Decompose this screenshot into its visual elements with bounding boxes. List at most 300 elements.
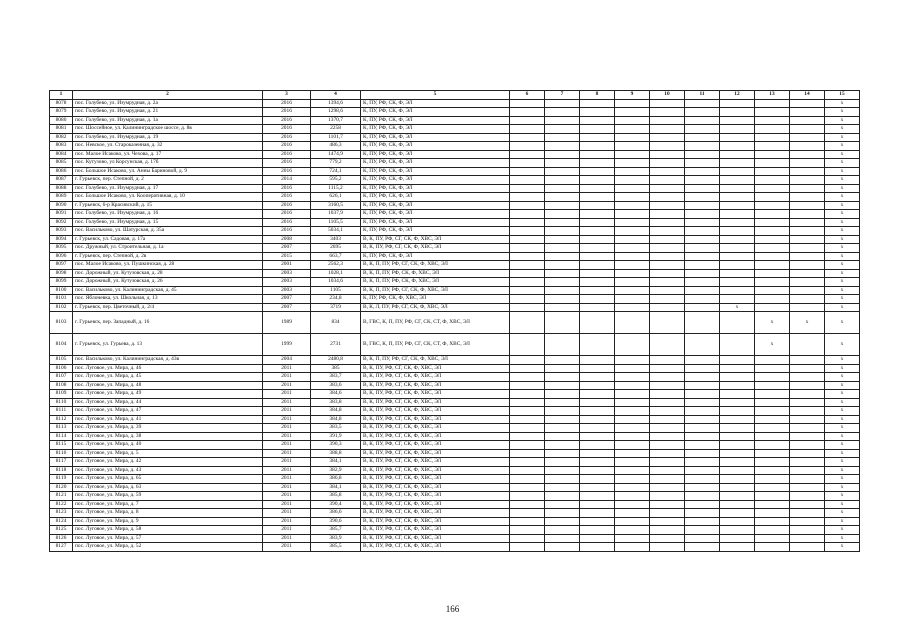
table-cell: 385,8 [311, 492, 361, 501]
table-cell [650, 483, 685, 492]
table-cell: В, К, ПУ, РФ, СГ, СК, Ф, ХВС, ЭЛ [361, 475, 510, 484]
table-cell [720, 252, 755, 261]
table-cell: 391,9 [311, 432, 361, 441]
table-cell [790, 193, 825, 202]
table-cell [755, 475, 790, 484]
table-cell [755, 381, 790, 390]
table-cell: x [825, 415, 860, 424]
table-cell [510, 483, 545, 492]
table-cell [720, 364, 755, 373]
table-cell: 2011 [263, 407, 311, 416]
table-cell [615, 295, 650, 304]
table-cell [510, 534, 545, 543]
table-cell [790, 543, 825, 552]
table-cell: В, ГВС, К, П, ПУ, РФ, СГ, СК, СТ, Ф, ХВС, ЭЛ [361, 334, 510, 356]
table-row [50, 312, 860, 334]
table-cell: г. Гурьевск, пер. Западный, д. 16 [73, 312, 263, 334]
table-row [50, 133, 860, 142]
table-cell [650, 244, 685, 253]
table-cell [545, 108, 580, 117]
table-cell: пос. Луговое, ул. Мира, д. 49 [73, 390, 263, 399]
table-cell: 2003 [263, 269, 311, 278]
table-cell [755, 509, 790, 518]
table-cell: В, К, ПУ, РФ, СГ, СК, Ф, ХВС, ЭЛ [361, 407, 510, 416]
table-cell [790, 517, 825, 526]
table-cell [650, 534, 685, 543]
table-cell: x [825, 108, 860, 117]
table-cell: 390,3 [311, 441, 361, 450]
table-cell [685, 142, 720, 151]
page-number: 166 [445, 604, 460, 614]
table-cell [685, 509, 720, 518]
table-cell: 8097 [50, 261, 73, 270]
table-cell: 1394,6 [311, 99, 361, 108]
table-cell: 8117 [50, 458, 73, 467]
table-cell: К, ПУ, РФ, СК, Ф, ЭЛ [361, 227, 510, 236]
table-cell [615, 150, 650, 159]
header-cell: 1 [50, 91, 73, 100]
table-row [50, 334, 860, 356]
table-cell [685, 295, 720, 304]
table-row [50, 116, 860, 125]
table-cell: пос. Дорожный, ул. Кутузовская, д. 26 [73, 278, 263, 287]
table-cell: пос. Луговое, ул. Мира, д. 42 [73, 458, 263, 467]
table-cell [790, 108, 825, 117]
table-cell [790, 210, 825, 219]
table-cell [650, 390, 685, 399]
table-cell [755, 210, 790, 219]
table-cell: 2011 [263, 441, 311, 450]
table-cell [615, 269, 650, 278]
table-cell [720, 201, 755, 210]
table-cell [720, 441, 755, 450]
table-cell [720, 244, 755, 253]
table-cell: x [825, 235, 860, 244]
table-cell: x [825, 227, 860, 236]
table-cell [580, 356, 615, 365]
table-cell [580, 269, 615, 278]
table-cell [545, 312, 580, 334]
table-cell: 2480,8 [311, 356, 361, 365]
table-cell [510, 415, 545, 424]
table-cell [615, 534, 650, 543]
table-cell: 2016 [263, 167, 311, 176]
header-row [50, 91, 860, 100]
table-cell: К, ПУ, РФ, СК, Ф, ЭЛ [361, 142, 510, 151]
table-cell [650, 441, 685, 450]
table-cell [580, 312, 615, 334]
table-cell: пос. Голубево, ул. Изумрудная, д. 1а [73, 116, 263, 125]
table-cell: 385,7 [311, 526, 361, 535]
table-cell: В, К, ПУ, РФ, СГ, СК, Ф, ХВС, ЭЛ [361, 492, 510, 501]
table-cell: пос. Луговое, ул. Мира, д. 41 [73, 415, 263, 424]
table-cell [650, 252, 685, 261]
table-cell: x [825, 286, 860, 295]
table-cell [545, 125, 580, 134]
table-cell [755, 373, 790, 382]
table-cell: В, К, ПУ, РФ, СГ, СК, Ф, ХВС, ЭЛ [361, 543, 510, 552]
table-cell: 2011 [263, 381, 311, 390]
table-row [50, 108, 860, 117]
table-cell: В, К, ПУ, РФ, СГ, СК, Ф, ХВС, ЭЛ [361, 441, 510, 450]
table-cell: x [825, 252, 860, 261]
table-cell: 383,5 [311, 424, 361, 433]
table-cell: 8103 [50, 312, 73, 334]
table-cell: 8082 [50, 133, 73, 142]
table-cell [580, 193, 615, 202]
table-cell [510, 150, 545, 159]
table-cell: 2011 [263, 526, 311, 535]
table-cell: x [825, 458, 860, 467]
table-cell: 2003 [263, 286, 311, 295]
table-cell [755, 500, 790, 509]
table-cell [720, 398, 755, 407]
table-cell [720, 312, 755, 334]
table-cell: К, ПУ, РФ, СК, Ф, ЭЛ [361, 108, 510, 117]
table-cell [510, 458, 545, 467]
table-cell [720, 176, 755, 185]
table-row [50, 356, 860, 365]
table-cell [545, 492, 580, 501]
table-cell: пос. Луговое, ул. Мира, д. 47 [73, 407, 263, 416]
table-cell [545, 244, 580, 253]
table-cell: 383,8 [311, 398, 361, 407]
table-cell [615, 509, 650, 518]
table-cell [650, 218, 685, 227]
table-cell: 383,6 [311, 381, 361, 390]
table-cell [685, 312, 720, 334]
table-cell [650, 458, 685, 467]
table-cell [650, 108, 685, 117]
table-cell: 1034,6 [311, 278, 361, 287]
table-cell: 384,8 [311, 415, 361, 424]
table-cell: 8125 [50, 526, 73, 535]
table-cell [510, 517, 545, 526]
table-cell [755, 364, 790, 373]
table-cell: 5034,1 [311, 227, 361, 236]
table-cell: x [825, 441, 860, 450]
table-cell: 8109 [50, 390, 73, 399]
table-cell: В, К, ПУ, РФ, СГ, СК, Ф, ХВС, ЭЛ [361, 235, 510, 244]
table-row [50, 269, 860, 278]
table-row [50, 142, 860, 151]
table-cell: 1101,7 [311, 133, 361, 142]
table-cell [720, 334, 755, 356]
table-cell [685, 269, 720, 278]
table-cell [580, 390, 615, 399]
table-cell: В, К, ПУ, РФ, СГ, СК, Ф, ХВС, ЭЛ [361, 458, 510, 467]
table-cell [790, 142, 825, 151]
table-cell [650, 407, 685, 416]
table-cell: пос. Голубево, ул. Изумрудная, д. 15 [73, 218, 263, 227]
table-cell: 1105 [311, 286, 361, 295]
table-cell [615, 373, 650, 382]
table-cell [790, 244, 825, 253]
table-cell [755, 142, 790, 151]
table-cell [685, 466, 720, 475]
table-cell [510, 99, 545, 108]
table-cell: 2016 [263, 125, 311, 134]
table-cell: 390,6 [311, 517, 361, 526]
table-cell: пос. Луговое, ул. Мира, д. 9 [73, 517, 263, 526]
table-cell: пос. Васильково, ул. Калининградская, д. 45 [73, 286, 263, 295]
table-row [50, 458, 860, 467]
table-cell [720, 167, 755, 176]
table-cell: 2001 [263, 261, 311, 270]
table-cell: 2016 [263, 116, 311, 125]
table-cell [790, 407, 825, 416]
table-row [50, 407, 860, 416]
table-cell: x [825, 278, 860, 287]
table-cell: 8118 [50, 466, 73, 475]
table-cell [755, 252, 790, 261]
table-cell [720, 133, 755, 142]
table-cell: г. Гурьевск, пер. Степной, д. 2 [73, 176, 263, 185]
table-cell: 2011 [263, 492, 311, 501]
table-cell [545, 458, 580, 467]
table-row [50, 517, 860, 526]
table-cell: x [825, 534, 860, 543]
table-cell: г. Гурьевск, пер. Степной, д. 2в [73, 252, 263, 261]
header-cell: 4 [311, 91, 361, 100]
table-cell: 384,8 [311, 407, 361, 416]
table-cell [510, 364, 545, 373]
table-cell [615, 252, 650, 261]
table-cell [580, 526, 615, 535]
table-cell [720, 295, 755, 304]
table-row [50, 526, 860, 535]
table-cell [545, 227, 580, 236]
table-cell [650, 261, 685, 270]
table-cell [580, 449, 615, 458]
table-cell [615, 390, 650, 399]
table-cell [580, 415, 615, 424]
table-row [50, 441, 860, 450]
table-cell: 2011 [263, 424, 311, 433]
table-cell [580, 407, 615, 416]
table-cell: 8090 [50, 201, 73, 210]
table-cell [545, 398, 580, 407]
table-cell [615, 432, 650, 441]
table-cell [685, 176, 720, 185]
table-cell [580, 227, 615, 236]
table-cell [650, 150, 685, 159]
table-cell [755, 449, 790, 458]
table-cell [755, 218, 790, 227]
table-cell: пос. Луговое, ул. Мира, д. 52 [73, 543, 263, 552]
table-cell [755, 432, 790, 441]
table-cell: 2695 [311, 244, 361, 253]
table-cell [615, 184, 650, 193]
table-cell [580, 441, 615, 450]
table-cell: 384,1 [311, 483, 361, 492]
table-cell: x [825, 193, 860, 202]
table-cell [685, 543, 720, 552]
table-cell: 3403 [311, 235, 361, 244]
table-cell: пос. Шоссейное, ул. Калининградское шоссе, д. 8в [73, 125, 263, 134]
table-row [50, 534, 860, 543]
table-cell [650, 492, 685, 501]
table-cell: пос. Луговое, ул. Мира, д. 40 [73, 441, 263, 450]
table-cell [790, 483, 825, 492]
table-cell [615, 543, 650, 552]
table-cell [755, 492, 790, 501]
table-cell [650, 176, 685, 185]
table-cell [580, 235, 615, 244]
table-cell [650, 449, 685, 458]
table-cell [510, 159, 545, 168]
table-cell [685, 458, 720, 467]
table-cell: x [825, 142, 860, 151]
table-cell: пос. Луговое, ул. Мира, д. 46 [73, 364, 263, 373]
table-cell: г. Гурьевск, ул. Садовая, д. 17а [73, 235, 263, 244]
table-cell: К, ПУ, РФ, СК, Ф, ЭЛ [361, 252, 510, 261]
table-cell [545, 252, 580, 261]
table-cell: пос. Луговое, ул. Мира, д. 57 [73, 534, 263, 543]
table-cell: 834 [311, 312, 361, 334]
table-cell [720, 286, 755, 295]
table-cell: В, К, П, ПУ, РФ, СК, Ф, ХВС, ЭЛ [361, 278, 510, 287]
table-row [50, 286, 860, 295]
table-cell [685, 159, 720, 168]
table-cell [615, 125, 650, 134]
table-cell [580, 218, 615, 227]
table-cell [685, 303, 720, 312]
table-cell: 2016 [263, 133, 311, 142]
table-cell [580, 364, 615, 373]
table-cell [615, 167, 650, 176]
table-cell [615, 286, 650, 295]
table-cell: К, ПУ, РФ, СК, Ф, ЭЛ [361, 125, 510, 134]
table-cell [580, 99, 615, 108]
table-cell [510, 193, 545, 202]
table-row [50, 295, 860, 304]
table-cell: 385,5 [311, 543, 361, 552]
table-cell: 724,1 [311, 167, 361, 176]
table-cell [755, 116, 790, 125]
table-cell [755, 356, 790, 365]
table-cell [510, 142, 545, 151]
table-cell [615, 201, 650, 210]
table-cell [615, 415, 650, 424]
table-cell [790, 534, 825, 543]
table-cell [685, 286, 720, 295]
table-cell [545, 99, 580, 108]
header-cell: 8 [580, 91, 615, 100]
table-cell [580, 398, 615, 407]
table-cell [650, 398, 685, 407]
table-cell: 390,4 [311, 500, 361, 509]
table-cell [510, 373, 545, 382]
table-cell [650, 517, 685, 526]
table-cell: x [825, 176, 860, 185]
table-cell: x [825, 116, 860, 125]
table-cell [615, 466, 650, 475]
table-cell: пос. Малое Исаково, ул. Пушкинская, д. 28 [73, 261, 263, 270]
table-cell [510, 303, 545, 312]
table-cell [580, 167, 615, 176]
table-cell [685, 252, 720, 261]
table-cell [755, 150, 790, 159]
table-cell: x [825, 150, 860, 159]
table-cell: 234,8 [311, 295, 361, 304]
table-cell [615, 526, 650, 535]
header-cell: 6 [510, 91, 545, 100]
table-cell: К, ПУ, РФ, СК, Ф, ЭЛ [361, 210, 510, 219]
table-cell [685, 244, 720, 253]
table-cell: x [825, 244, 860, 253]
table-cell: г. Гурьевск, 6-р Красивский, д. 15 [73, 201, 263, 210]
table-cell [545, 356, 580, 365]
table-cell: x [825, 364, 860, 373]
table-cell [510, 500, 545, 509]
table-cell [615, 356, 650, 365]
header-cell: 11 [685, 91, 720, 100]
table-cell [685, 356, 720, 365]
table-cell [545, 407, 580, 416]
table-cell: 8111 [50, 407, 73, 416]
table-cell [510, 381, 545, 390]
table-cell: 8098 [50, 269, 73, 278]
table-cell: x [755, 312, 790, 334]
table-cell: 8083 [50, 142, 73, 151]
table-cell: 8122 [50, 500, 73, 509]
table-cell [545, 466, 580, 475]
table-cell [510, 424, 545, 433]
table-cell [615, 235, 650, 244]
table-cell [510, 432, 545, 441]
table-cell: 386,8 [311, 475, 361, 484]
table-cell: В, К, ПУ, РФ, СГ, СК, Ф, ХВС, ЭЛ [361, 526, 510, 535]
table-cell: 8115 [50, 441, 73, 450]
table-row [50, 159, 860, 168]
table-cell: 2011 [263, 432, 311, 441]
table-cell: x [825, 218, 860, 227]
table-cell [545, 133, 580, 142]
table-cell: 2011 [263, 415, 311, 424]
table-cell: 2011 [263, 509, 311, 518]
table-cell: 8086 [50, 167, 73, 176]
table-cell [755, 269, 790, 278]
table-cell: В, К, П, ПУ, РФ, СГ, СК, Ф, ХВС, ЭЛ [361, 356, 510, 365]
table-cell: В, К, ПУ, РФ, СГ, СК, Ф, ХВС, ЭЛ [361, 398, 510, 407]
table-cell [580, 466, 615, 475]
table-cell [580, 509, 615, 518]
table-cell [580, 492, 615, 501]
table-cell: К, ПУ, РФ, СК, Ф, ЭЛ [361, 184, 510, 193]
table-cell [510, 441, 545, 450]
table-cell [720, 125, 755, 134]
table-cell: 2011 [263, 458, 311, 467]
header-cell: 2 [73, 91, 263, 100]
table-cell: 8089 [50, 193, 73, 202]
table-cell: 1028,1 [311, 269, 361, 278]
table-cell: 2731 [311, 334, 361, 356]
table-cell: 2004 [263, 356, 311, 365]
table-cell [790, 500, 825, 509]
table-cell [545, 543, 580, 552]
table-cell [685, 492, 720, 501]
table-cell [720, 492, 755, 501]
table-cell: В, К, ПУ, РФ, СГ, СК, Ф, ХВС, ЭЛ [361, 424, 510, 433]
table-row [50, 381, 860, 390]
table-cell [615, 218, 650, 227]
table-cell: пос. Кутузово, ул Корсунская, д. 17б [73, 159, 263, 168]
table-cell [650, 193, 685, 202]
table-cell [685, 398, 720, 407]
table-cell [615, 244, 650, 253]
table-cell [580, 475, 615, 484]
